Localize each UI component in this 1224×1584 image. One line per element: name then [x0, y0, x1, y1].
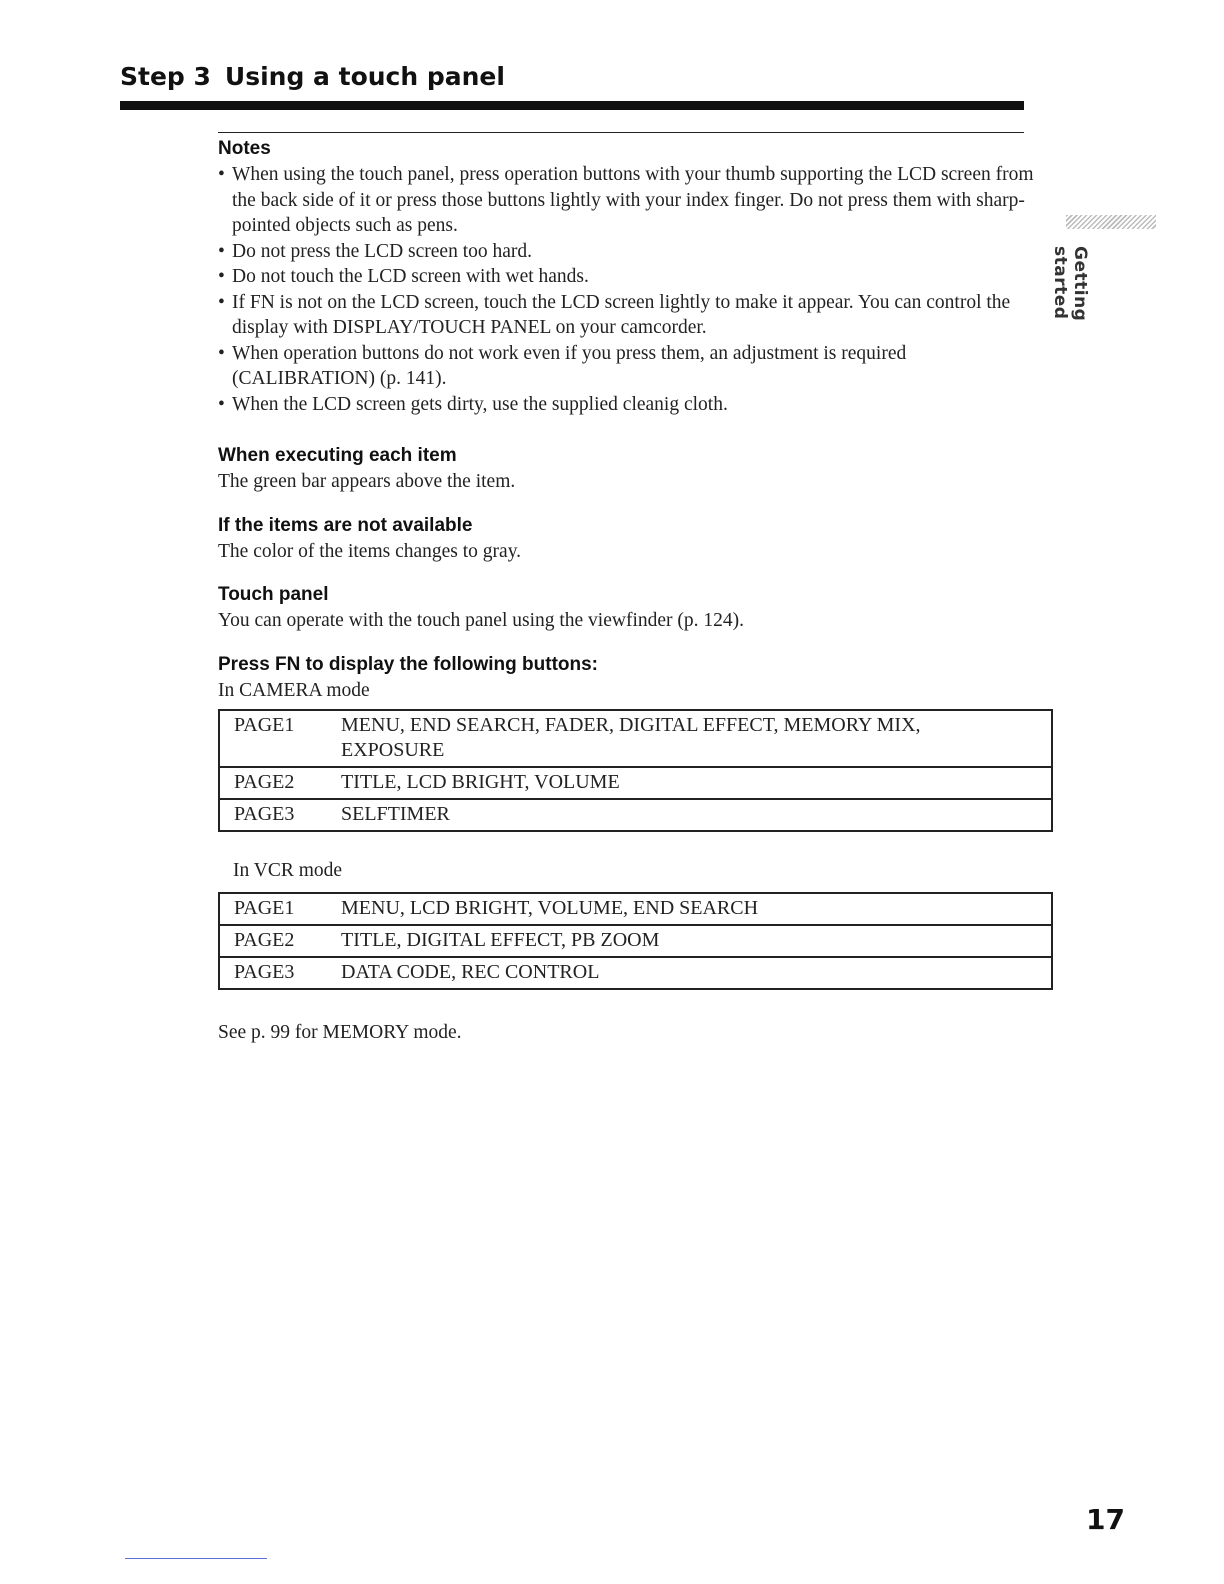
- bottom-link-line: [125, 1558, 267, 1559]
- press-fn-section: [218, 652, 1048, 1046]
- note-item: • When operation buttons do not work even if you press them, an adjustment is required (CALIBRATION) (p. 141).: [218, 341, 1048, 392]
- camera-mode-label: In CAMERA mode: [218, 679, 370, 701]
- note-item: • When using the touch panel, press operation buttons with your thumb supporting the LCD screen from the back side of it or press those buttons lightly with your index finger. Do not press them with sharp-pointed objects such as pens.: [218, 162, 1048, 239]
- touch-panel-section: [218, 582, 1048, 634]
- notes-section: [218, 136, 1048, 417]
- notes-heading: Notes: [218, 138, 271, 159]
- executing-text: The green bar appears above the item.: [218, 471, 516, 492]
- touch-panel-text: You can operate with the touch panel using the viewfinder (p. 124).: [218, 610, 745, 631]
- executing-section: [218, 443, 1048, 495]
- executing-heading: When executing each item: [218, 445, 457, 466]
- items-cell: MENU, END SEARCH, FADER, DIGITAL EFFECT, MEMORY MIX, EXPOSURE: [341, 710, 1052, 767]
- table-row: [219, 893, 1052, 925]
- page-title: [120, 60, 1024, 94]
- items-cell: MENU, LCD BRIGHT, VOLUME, END SEARCH: [341, 893, 1052, 925]
- title-text: Using a touch panel: [224, 62, 505, 91]
- unavailable-heading: If the items are not available: [218, 514, 473, 536]
- side-tab-marker: [1066, 215, 1156, 229]
- main-content: [218, 136, 1048, 1045]
- note-item: • When the LCD screen gets dirty, use the supplied cleanig cloth.: [218, 392, 1048, 418]
- step-label: Step 3: [120, 62, 211, 91]
- note-item: • Do not touch the LCD screen with wet hands.: [218, 264, 1048, 290]
- note-item: • Do not press the LCD screen too hard.: [218, 239, 1048, 265]
- table-row: [219, 799, 1052, 831]
- touch-panel-heading: Touch panel: [218, 584, 329, 605]
- notes-rule: [218, 132, 1024, 133]
- page-cell: PAGE1: [219, 710, 341, 767]
- items-cell: TITLE, DIGITAL EFFECT, PB ZOOM: [341, 925, 1052, 957]
- items-cell: DATA CODE, REC CONTROL: [341, 957, 1052, 989]
- vcr-mode-label: In VCR mode: [233, 860, 343, 881]
- table-row: [219, 710, 1052, 767]
- page-cell: PAGE2: [219, 767, 341, 799]
- table-row: [219, 957, 1052, 989]
- vcr-mode-table: [218, 892, 1053, 990]
- memory-mode-note: See p. 99 for MEMORY mode.: [218, 1021, 462, 1043]
- camera-mode-table: [218, 709, 1053, 832]
- side-tab-label: Getting started: [1050, 246, 1090, 322]
- page-cell: PAGE3: [219, 799, 341, 831]
- press-fn-heading: Press FN to display the following buttons:: [218, 653, 599, 675]
- page-header: [120, 60, 1024, 94]
- items-cell: TITLE, LCD BRIGHT, VOLUME: [341, 767, 1052, 799]
- page-cell: PAGE2: [219, 925, 341, 957]
- unavailable-text: The color of the items changes to gray.: [218, 540, 522, 562]
- items-cell: SELFTIMER: [341, 799, 1052, 831]
- table-row: [219, 925, 1052, 957]
- notes-list: [218, 162, 1048, 417]
- table-row: [219, 767, 1052, 799]
- page-cell: PAGE1: [219, 893, 341, 925]
- page-cell: PAGE3: [219, 957, 341, 989]
- page-number: 17: [1086, 1503, 1125, 1536]
- unavailable-section: [218, 513, 1048, 565]
- header-rule: [120, 101, 1024, 110]
- note-item: • If FN is not on the LCD screen, touch the LCD screen lightly to make it appear. You can control the display with DISPLAY/TOUCH PANEL on your camcorder.: [218, 290, 1048, 341]
